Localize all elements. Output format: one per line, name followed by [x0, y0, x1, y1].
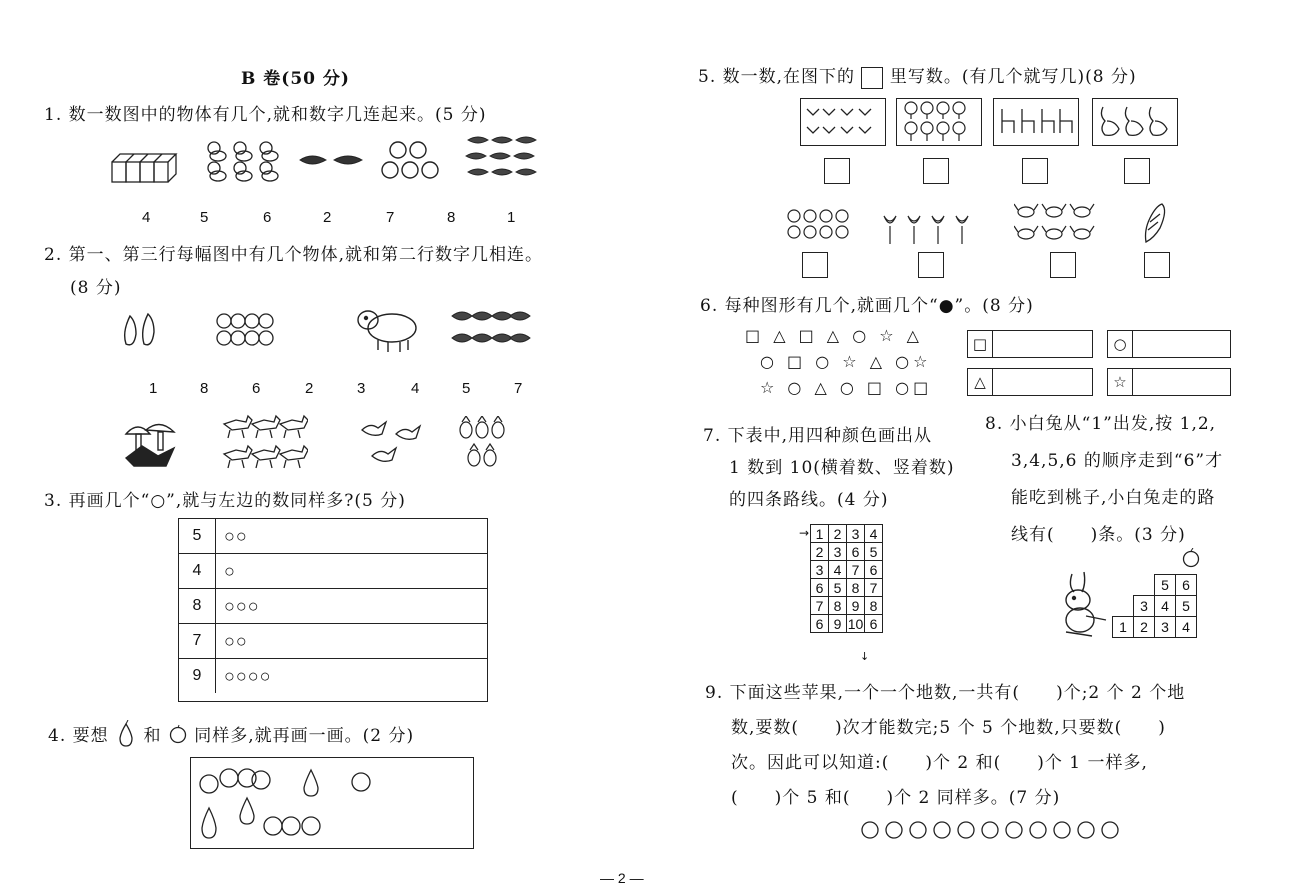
- geese-frame: [1092, 98, 1178, 146]
- grid-cell[interactable]: 7: [865, 579, 883, 597]
- q5-text-a: 5. 数一数,在图下的: [698, 67, 856, 87]
- q7-line: 1 数到 10(横着数、竖着数): [729, 458, 955, 478]
- chairs-frame: [993, 98, 1079, 146]
- stair-cell[interactable]: 5: [1175, 595, 1197, 617]
- pineapples-picture: [458, 416, 510, 472]
- grid-row: [811, 543, 883, 561]
- q1-number: 6: [263, 209, 272, 226]
- chicks-picture: [204, 138, 284, 182]
- pear-icon: [115, 720, 137, 753]
- star-icon: ☆: [1108, 369, 1133, 395]
- question-2-score: (8 分): [70, 278, 122, 298]
- q8-line: 3,4,5,6 的顺序走到“6”才: [1011, 451, 1224, 471]
- rabbit-picture: [1056, 570, 1116, 640]
- table-row: [179, 589, 487, 624]
- grid-cell[interactable]: 8: [865, 597, 883, 615]
- square-icon: □: [968, 331, 993, 357]
- horses-picture: [222, 412, 308, 472]
- q2-number: 7: [514, 380, 523, 397]
- circle-count-box[interactable]: [1107, 330, 1231, 358]
- end-arrow-icon: ↓: [860, 650, 870, 663]
- shape-row: □ △ □ △ ○ ☆ △: [745, 326, 923, 345]
- answer-box[interactable]: [1022, 158, 1048, 184]
- grid-cell[interactable]: 6: [865, 561, 883, 579]
- trees-frame: [896, 98, 982, 146]
- row-circles: ○○: [216, 624, 488, 659]
- grid-cell[interactable]: 3: [847, 525, 865, 543]
- q2-number: 8: [200, 380, 209, 397]
- q2-number: 6: [252, 380, 261, 397]
- q2-number: 5: [462, 380, 471, 397]
- square-count-box[interactable]: [967, 330, 1093, 358]
- q1-number: 8: [447, 209, 456, 226]
- q8-line: 线有( )条。(3 分): [1011, 525, 1186, 545]
- stair-cell[interactable]: 6: [1175, 574, 1197, 596]
- triangle-count-box[interactable]: [967, 368, 1093, 396]
- grid-cell[interactable]: 9: [847, 597, 865, 615]
- birds-frame: [800, 98, 886, 146]
- row-circles: ○: [216, 554, 488, 589]
- row-number: 8: [179, 589, 216, 624]
- row-number: 4: [179, 554, 216, 589]
- section-title: B 卷(50 分): [241, 69, 350, 89]
- row-circles: ○○: [224, 525, 248, 546]
- q9-line: 数,要数( )次才能数完;5 个 5 个地数,只要数( ): [731, 718, 1166, 738]
- row-circles: ○○○○: [216, 659, 488, 694]
- grid-cell[interactable]: 6: [811, 579, 829, 597]
- grid-cell[interactable]: 8: [829, 597, 847, 615]
- q1-number: 2: [323, 209, 332, 226]
- question-7: [703, 420, 955, 516]
- apples-picture: [380, 140, 442, 182]
- grid-cell[interactable]: 6: [865, 615, 883, 633]
- grid-cell[interactable]: 10: [847, 615, 864, 632]
- sheep-picture: [354, 302, 420, 354]
- stair-cell[interactable]: 2: [1133, 616, 1155, 638]
- q1-number: 4: [142, 209, 151, 226]
- answer-box[interactable]: [824, 158, 850, 184]
- grid-cell[interactable]: 3: [811, 561, 829, 579]
- mushrooms-picture: [122, 418, 178, 468]
- fruit-drawing-box[interactable]: [190, 757, 474, 849]
- number-grid: [810, 524, 883, 633]
- circle-icon: ○: [1108, 331, 1133, 357]
- stair-cell[interactable]: 3: [1154, 616, 1176, 638]
- table-row: [179, 554, 487, 589]
- question-2: 2. 第一、第三行每幅图中有几个物体,就和第二行数字几相连。: [44, 245, 544, 265]
- triangle-icon: △: [968, 369, 993, 395]
- fish-group-picture: [450, 306, 532, 350]
- row-number: 5: [179, 519, 216, 554]
- q4-text-b: 和: [143, 726, 162, 746]
- row-number: 9: [179, 659, 216, 694]
- grid-cell[interactable]: 1: [811, 525, 829, 543]
- q9-line: ( )个 5 和( )个 2 同样多。(7 分): [731, 788, 1061, 808]
- table-row: [179, 519, 487, 554]
- row-circles: ○○○: [216, 589, 488, 624]
- grid-cell[interactable]: 2: [829, 525, 847, 543]
- answer-box-icon: [861, 67, 883, 89]
- apple-icon: [168, 724, 188, 749]
- cubes-picture: [110, 148, 178, 186]
- fruit-picture: [191, 758, 473, 848]
- stair-cell[interactable]: 1: [1112, 616, 1134, 638]
- question-5: [698, 62, 1137, 89]
- question-1: 1. 数一数图中的物体有几个,就和数字几连起来。(5 分): [44, 105, 487, 125]
- question-4: [48, 720, 414, 753]
- q2-number: 1: [149, 380, 158, 397]
- crabs-picture: [1014, 200, 1100, 246]
- answer-box[interactable]: [802, 252, 828, 278]
- answer-box[interactable]: [918, 252, 944, 278]
- grid-row: [811, 525, 883, 543]
- q1-number: 7: [386, 209, 395, 226]
- row-number: 7: [179, 624, 216, 659]
- q1-number: 1: [507, 209, 516, 226]
- q2-number: 4: [411, 380, 420, 397]
- answer-box[interactable]: [1124, 158, 1150, 184]
- stair-cell[interactable]: 5: [1154, 574, 1176, 596]
- page-number: — 2 —: [600, 870, 644, 886]
- grid-row: [811, 579, 883, 597]
- q1-number: 5: [200, 209, 209, 226]
- stair-cell[interactable]: 3: [1133, 595, 1155, 617]
- grid-row: [811, 561, 883, 579]
- balls-picture: [216, 312, 276, 348]
- grid-cell[interactable]: 7: [847, 561, 865, 579]
- number-staircase: [1112, 568, 1206, 638]
- q2-number: 2: [305, 380, 314, 397]
- fish-school-picture: [462, 132, 540, 184]
- q9-line: 9. 下面这些苹果,一个一个地数,一共有( )个;2 个 2 个地: [705, 683, 1186, 703]
- grid-cell[interactable]: 8: [847, 579, 865, 597]
- start-arrow-icon: →: [798, 526, 810, 540]
- question-9: [705, 676, 1185, 816]
- flowers-picture: [786, 208, 856, 242]
- stair-cell[interactable]: 4: [1175, 616, 1197, 638]
- answer-box[interactable]: [1050, 252, 1076, 278]
- birds-picture: [358, 418, 424, 470]
- shape-row: ○ □ ○ ☆ △ ○☆: [760, 352, 932, 371]
- q7-line: 的四条路线。(4 分): [729, 490, 889, 510]
- grid-cell[interactable]: 7: [811, 597, 829, 615]
- stair-cell[interactable]: 4: [1154, 595, 1176, 617]
- grid-row: [811, 615, 883, 633]
- corn-picture: [1140, 200, 1170, 244]
- q8-line: 能吃到桃子,小白兔走的路: [1011, 488, 1216, 508]
- question-3: 3. 再画几个“○”,就与左边的数同样多?(5 分): [44, 491, 406, 511]
- grid-cell[interactable]: 5: [865, 543, 883, 561]
- answer-box[interactable]: [1144, 252, 1170, 278]
- apples-row-picture: [860, 818, 1130, 840]
- q4-text-a: 4. 要想: [48, 726, 109, 746]
- grid-row: [811, 597, 883, 615]
- grid-cell[interactable]: 5: [829, 579, 847, 597]
- grid-cell[interactable]: 6: [847, 543, 865, 561]
- table-row: [179, 624, 487, 659]
- grid-cell[interactable]: 4: [865, 525, 883, 543]
- q5-text-b: 里写数。(有几个就写几)(8 分): [889, 67, 1137, 87]
- grid-cell[interactable]: 4: [829, 561, 847, 579]
- grid-cell[interactable]: 3: [829, 543, 847, 561]
- answer-box[interactable]: [923, 158, 949, 184]
- q7-line: 7. 下表中,用四种颜色画出从: [703, 426, 933, 446]
- fish-pair-picture: [298, 150, 368, 170]
- table-row: [179, 659, 487, 694]
- star-count-box[interactable]: [1107, 368, 1231, 396]
- q9-line: 次。因此可以知道:( )个 2 和( )个 1 一样多,: [731, 753, 1148, 773]
- q2-number: 3: [357, 380, 366, 397]
- tulips-picture: [878, 212, 974, 248]
- q4-text-c: 同样多,就再画一画。(2 分): [194, 726, 415, 746]
- circles-table: [178, 518, 488, 702]
- grid-cell[interactable]: 6: [811, 615, 829, 633]
- grid-cell[interactable]: 2: [811, 543, 829, 561]
- eggplants-picture: [118, 310, 162, 350]
- question-6: 6. 每种图形有几个,就画几个“●”。(8 分): [700, 296, 1034, 316]
- shape-row: ☆ ○ △ ○ □ ○□: [760, 378, 933, 397]
- question-8: [985, 406, 1223, 554]
- q8-line: 8. 小白兔从“1”出发,按 1,2,: [985, 414, 1217, 434]
- grid-cell[interactable]: 9: [829, 615, 847, 633]
